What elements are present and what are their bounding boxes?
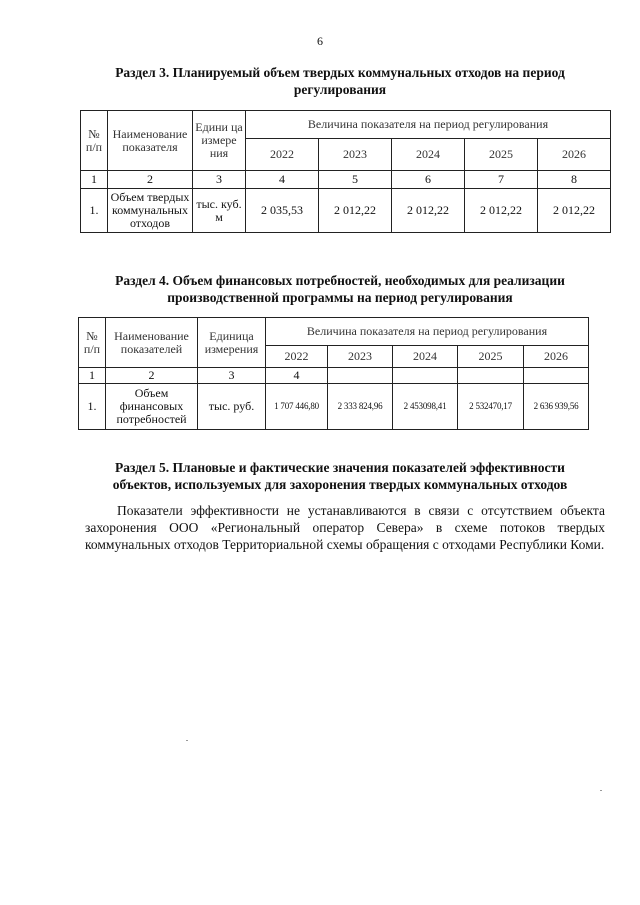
year-header: 2022 [266, 346, 328, 368]
row-value: 2 012,22 [319, 189, 392, 233]
col-number [393, 368, 458, 384]
col-number: 5 [319, 171, 392, 189]
col-number: 6 [392, 171, 465, 189]
row-num: 1. [79, 384, 106, 430]
row-value: 2 012,22 [538, 189, 611, 233]
row-name: Объем финансовых потребностей [106, 384, 198, 430]
col-number [524, 368, 589, 384]
col-num-header: № п/п [79, 318, 106, 368]
section5-title-line2: объектов, используемых для захоронения твердых коммунальных отходов [112, 477, 568, 492]
table-row [81, 189, 611, 233]
scan-speck [186, 740, 188, 741]
row-unit: тыс. куб. м [193, 189, 246, 233]
col-number: 8 [538, 171, 611, 189]
row-value: 2 636 939,56 [524, 384, 589, 430]
row-value: 2 012,22 [392, 189, 465, 233]
row-value: 2 453098,41 [393, 384, 458, 430]
section3-title-line1: Раздел 3. Планируемый объем твердых коммунальных отходов на период [115, 65, 565, 80]
col-unit-header: Едини ца измере ния [193, 111, 246, 171]
col-name-header: Наименование показателя [108, 111, 193, 171]
year-header: 2024 [393, 346, 458, 368]
row-unit: тыс. руб. [198, 384, 266, 430]
value-group-header: Величина показателя на период регулирования [246, 111, 611, 139]
col-number: 2 [106, 368, 198, 384]
col-number: 1 [81, 171, 108, 189]
section5-title [80, 459, 600, 493]
year-header: 2026 [538, 139, 611, 171]
col-number: 4 [246, 171, 319, 189]
col-num-header: № п/п [81, 111, 108, 171]
row-name: Объем твердых коммунальных отходов [108, 189, 193, 233]
col-number: 4 [266, 368, 328, 384]
value-group-header: Величина показателя на период регулирования [266, 318, 589, 346]
col-name-header: Наименование показателей [106, 318, 198, 368]
col-number: 2 [108, 171, 193, 189]
row-value: 2 532470,17 [458, 384, 524, 430]
year-header: 2026 [524, 346, 589, 368]
section4-title [80, 272, 600, 306]
section5-title-line1: Раздел 5. Плановые и фактические значения показателей эффективности [115, 460, 565, 475]
row-value: 2 035,53 [246, 189, 319, 233]
year-header: 2024 [392, 139, 465, 171]
section5-paragraph: Показатели эффективности не устанавливаются в связи с отсутствием объекта захоронения ООО «Региональный оператор Севера» в схеме потоков твердых коммунальных отходов Территориальной схемы обращения с отходами Республики Коми. [85, 503, 605, 552]
col-number [458, 368, 524, 384]
section4-title-line1: Раздел 4. Объем финансовых потребностей, необходимых для реализации [115, 273, 565, 288]
col-number [328, 368, 393, 384]
year-header: 2023 [328, 346, 393, 368]
col-unit-header: Единица измерения [198, 318, 266, 368]
year-header: 2022 [246, 139, 319, 171]
row-value: 1 707 446,80 [266, 384, 328, 430]
scan-speck [600, 790, 602, 791]
col-number: 3 [198, 368, 266, 384]
year-header: 2025 [458, 346, 524, 368]
section3-title [80, 64, 600, 98]
section3-title-line2: регулирования [293, 82, 387, 97]
row-value: 2 012,22 [465, 189, 538, 233]
page-number: 6 [317, 34, 323, 48]
section4-title-line2: производственной программы на период регулирования [167, 290, 513, 305]
col-number: 1 [79, 368, 106, 384]
year-header: 2023 [319, 139, 392, 171]
row-num: 1. [81, 189, 108, 233]
col-number: 7 [465, 171, 538, 189]
year-header: 2025 [465, 139, 538, 171]
table-row [79, 384, 589, 430]
col-number: 3 [193, 171, 246, 189]
section4-table [78, 317, 589, 430]
section3-table [80, 110, 611, 233]
row-value: 2 333 824,96 [328, 384, 393, 430]
